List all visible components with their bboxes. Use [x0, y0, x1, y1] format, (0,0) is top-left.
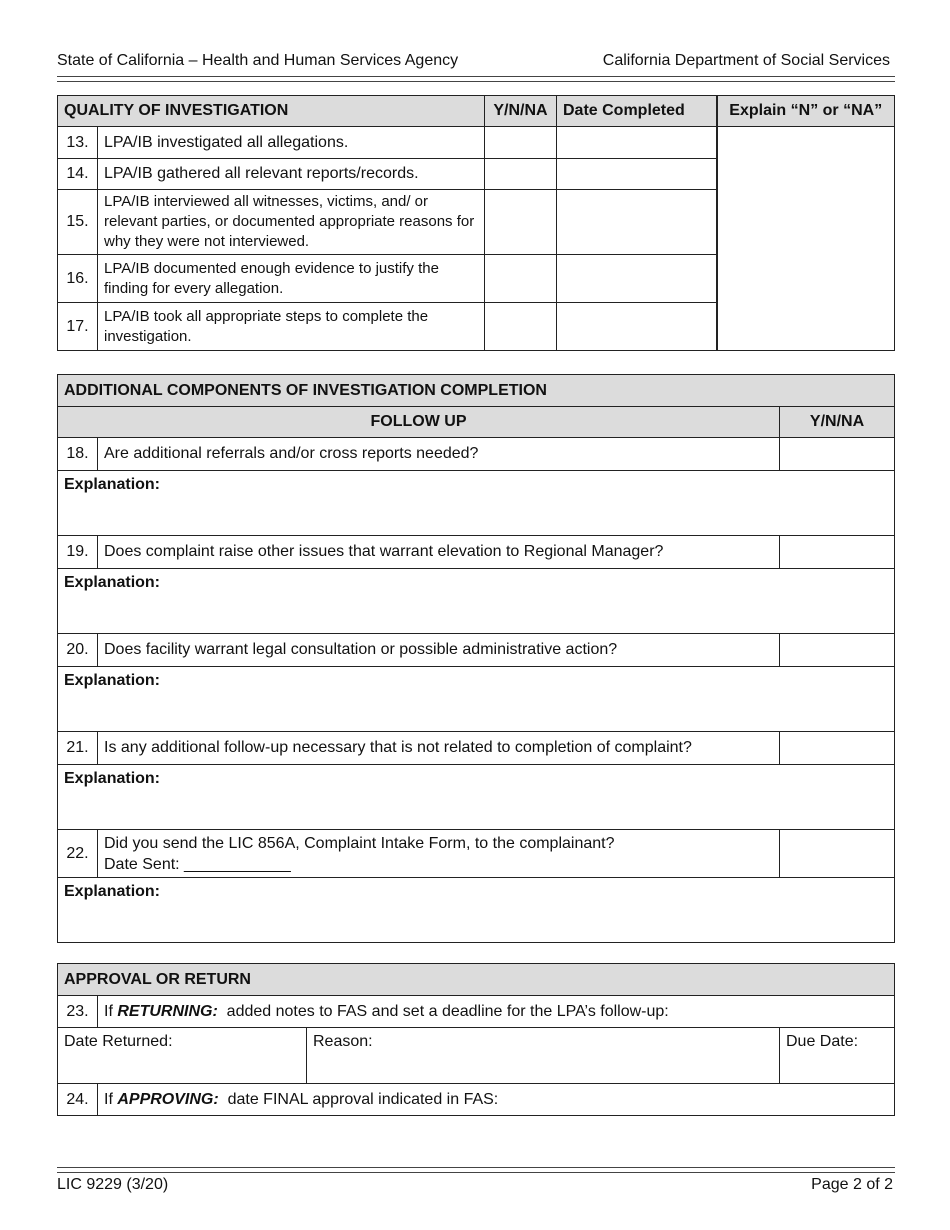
- explanation-field-20[interactable]: [58, 667, 895, 732]
- yn-cell-16[interactable]: [485, 255, 557, 303]
- follow-up-header: FOLLOW UP: [58, 407, 780, 438]
- additional-table: [57, 374, 895, 943]
- row-text: [98, 1084, 895, 1116]
- table-row: [58, 1084, 895, 1116]
- col-yn-header: Y/N/NA: [780, 407, 895, 438]
- date-returned-label: Date Returned:: [64, 1033, 173, 1050]
- explanation-label: Explanation:: [64, 476, 161, 493]
- row-number: 22.: [58, 830, 98, 878]
- date-cell-13[interactable]: [557, 127, 717, 159]
- explanation-field-22[interactable]: [58, 878, 895, 943]
- form-number: LIC 9229 (3/20): [57, 1176, 169, 1193]
- explanation-label: Explanation:: [64, 883, 161, 900]
- due-date-field[interactable]: [780, 1028, 895, 1084]
- explanation-label: Explanation:: [64, 770, 161, 787]
- additional-title: ADDITIONAL COMPONENTS OF INVESTIGATION COMPLETION: [58, 375, 895, 407]
- row-rest: date FINAL approval indicated in FAS:: [218, 1090, 499, 1108]
- row-prefix: If: [104, 1002, 118, 1020]
- col-yn-header: Y/N/NA: [485, 96, 557, 127]
- table-row: [58, 996, 895, 1028]
- table-row: [58, 438, 895, 471]
- row-text: LPA/IB gathered all relevant reports/records.: [98, 159, 485, 190]
- date-cell-17[interactable]: [557, 303, 717, 351]
- yn-cell-21[interactable]: [780, 732, 895, 765]
- row-number: 18.: [58, 438, 98, 471]
- explanation-field-19[interactable]: [58, 569, 895, 634]
- date-returned-field[interactable]: [58, 1028, 307, 1084]
- agency-header: State of California – Health and Human Services Agency: [57, 52, 459, 69]
- quality-table: [57, 95, 895, 351]
- yn-cell-18[interactable]: [780, 438, 895, 471]
- footer-rule: [57, 1167, 895, 1173]
- yn-cell-14[interactable]: [485, 159, 557, 190]
- row-text: [98, 830, 780, 878]
- approval-title: APPROVAL OR RETURN: [58, 964, 895, 996]
- row-text: Does facility warrant legal consultation or possible administrative action?: [98, 634, 780, 667]
- item-22-question: Did you send the LIC 856A, Complaint Intake Form, to the complainant?: [104, 834, 615, 852]
- approving-emphasis: APPROVING:: [117, 1090, 219, 1108]
- row-rest: added notes to FAS and set a deadline for the LPA’s follow-up:: [217, 1002, 669, 1020]
- explanation-field-18[interactable]: [58, 471, 895, 536]
- table-row: [58, 536, 895, 569]
- table-row: [58, 830, 895, 878]
- row-number: 24.: [58, 1084, 98, 1116]
- row-number: 13.: [58, 127, 98, 159]
- row-text: LPA/IB investigated all allegations.: [98, 127, 485, 159]
- page-number: Page 2 of 2: [811, 1176, 893, 1193]
- table-row: [58, 732, 895, 765]
- row-text: LPA/IB took all appropriate steps to complete the investigation.: [98, 303, 485, 351]
- yn-cell-19[interactable]: [780, 536, 895, 569]
- row-text: LPA/IB documented enough evidence to justify the finding for every allegation.: [98, 255, 485, 303]
- reason-label: Reason:: [313, 1033, 373, 1050]
- table-row: [58, 127, 895, 159]
- date-cell-16[interactable]: [557, 255, 717, 303]
- yn-cell-15[interactable]: [485, 190, 557, 255]
- approval-table: [57, 963, 895, 1116]
- explanation-field-21[interactable]: [58, 765, 895, 830]
- row-number: 21.: [58, 732, 98, 765]
- yn-cell-20[interactable]: [780, 634, 895, 667]
- col-explain-header: Explain “N” or “NA”: [717, 96, 895, 127]
- row-number: 16.: [58, 255, 98, 303]
- explanation-label: Explanation:: [64, 574, 161, 591]
- row-text: Does complaint raise other issues that warrant elevation to Regional Manager?: [98, 536, 780, 569]
- header-rule: [57, 76, 895, 82]
- row-number: 17.: [58, 303, 98, 351]
- row-number: 15.: [58, 190, 98, 255]
- quality-title: QUALITY OF INVESTIGATION: [58, 96, 485, 127]
- table-row: [58, 634, 895, 667]
- row-number: 23.: [58, 996, 98, 1028]
- row-text: LPA/IB interviewed all witnesses, victims, and/ or relevant parties, or documented appropriate reasons for why they were not interviewed.: [98, 190, 485, 255]
- row-number: 14.: [58, 159, 98, 190]
- row-number: 20.: [58, 634, 98, 667]
- col-date-header: Date Completed: [557, 96, 717, 127]
- date-sent-field[interactable]: Date Sent: ____________: [104, 855, 291, 873]
- department-header: California Department of Social Services: [602, 52, 890, 69]
- returning-emphasis: RETURNING:: [117, 1002, 218, 1020]
- reason-field[interactable]: [307, 1028, 780, 1084]
- yn-cell-17[interactable]: [485, 303, 557, 351]
- due-date-label: Due Date:: [786, 1033, 859, 1050]
- explain-cell[interactable]: [717, 127, 895, 351]
- row-number: 19.: [58, 536, 98, 569]
- row-prefix: If: [104, 1090, 118, 1108]
- date-cell-14[interactable]: [557, 159, 717, 190]
- explanation-label: Explanation:: [64, 672, 161, 689]
- date-cell-15[interactable]: [557, 190, 717, 255]
- row-text: Is any additional follow-up necessary that is not related to completion of complaint?: [98, 732, 780, 765]
- row-text: [98, 996, 895, 1028]
- yn-cell-13[interactable]: [485, 127, 557, 159]
- row-text: Are additional referrals and/or cross reports needed?: [98, 438, 780, 471]
- yn-cell-22[interactable]: [780, 830, 895, 878]
